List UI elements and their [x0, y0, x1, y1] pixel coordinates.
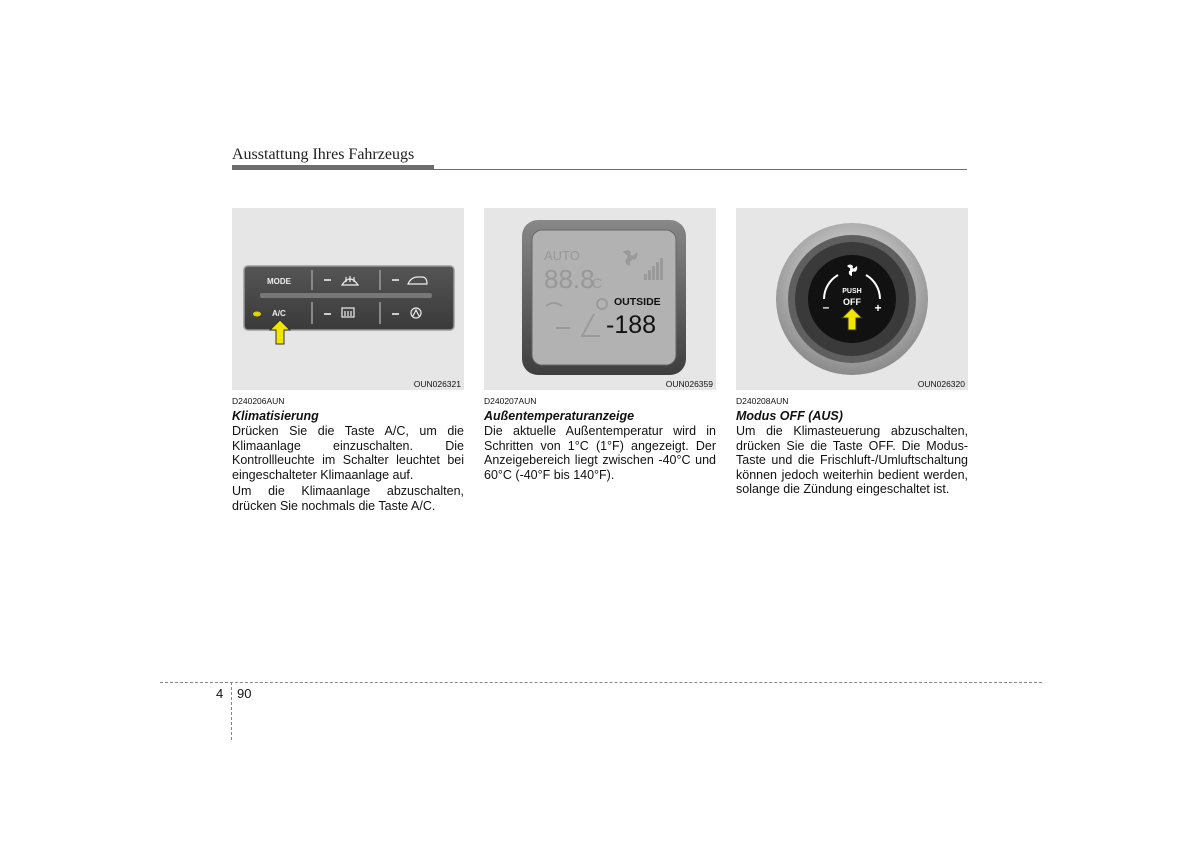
section-modus-off	[736, 396, 968, 497]
figure-code: OUN026320	[917, 379, 965, 389]
outside-temp-value: -188	[606, 311, 657, 339]
mode-label: MODE	[267, 277, 291, 286]
figure-ac-panel	[232, 208, 464, 390]
chapter-number: 4	[216, 686, 224, 701]
indicator-light	[324, 313, 331, 315]
footer-rule	[160, 682, 1042, 683]
section-title: Klimatisierung	[232, 409, 319, 423]
section-paragraph: Um die Klimasteuerung abzuschalten, drücken Sie die Taste OFF. Die Modus-Taste und die Frischluft-/Umluftschaltung können jedoch weiterhin bedient werden, solange die Zündung eingeschaltet ist.	[736, 424, 968, 496]
section-code: D240206AUN	[232, 396, 285, 406]
section-klimatisierung	[232, 396, 464, 513]
figure-off-knob	[736, 208, 968, 390]
section-code: D240208AUN	[736, 396, 789, 406]
plus-label: +	[874, 301, 882, 315]
indicator-light	[324, 279, 331, 281]
figure-code: OUN026321	[413, 379, 461, 389]
ac-panel-illustration	[232, 208, 464, 390]
auto-segment-label: AUTO	[544, 248, 580, 263]
header-rule-thin	[434, 169, 967, 170]
ac-label: A/C	[272, 309, 286, 318]
outside-label: OUTSIDE	[614, 296, 661, 308]
set-temp-segments: 88.8	[544, 264, 595, 294]
header-title: Ausstattung Ihres Fahrzeugs	[232, 146, 415, 163]
minus-label: –	[822, 300, 830, 314]
section-paragraph: Die aktuelle Außentemperatur wird in Schritten von 1°C (1°F) angezeigt. Der Anzeigebereich liegt zwischen -40°C und 60°C (-40°F bis 140°F).	[484, 424, 716, 482]
push-label: PUSH	[842, 288, 862, 295]
figure-code: OUN026359	[665, 379, 713, 389]
indicator-light	[392, 313, 399, 315]
temp-unit-segment: C	[592, 275, 603, 291]
footer-divider	[231, 682, 232, 740]
section-title: Außentemperaturanzeige	[484, 409, 635, 423]
ac-indicator-light	[253, 312, 261, 317]
off-label: OFF	[843, 297, 861, 307]
off-knob-illustration	[736, 208, 968, 390]
section-paragraph: Um die Klimaanlage abzuschalten, drücken Sie nochmals die Taste A/C.	[232, 484, 464, 513]
page-number: 90	[237, 686, 252, 701]
section-aussentemperatur	[484, 396, 716, 482]
figure-outside-temp-display	[484, 208, 716, 390]
header-rule-thick	[232, 165, 434, 170]
lcd-display-illustration	[484, 208, 716, 390]
section-code: D240207AUN	[484, 396, 537, 406]
indicator-light	[392, 279, 399, 281]
section-paragraph: Drücken Sie die Taste A/C, um die Klimaanlage einzuschalten. Die Kontrollleuchte im Schalter leuchtet bei eingeschalteter Klimaanlage auf.	[232, 424, 464, 482]
section-title: Modus OFF (AUS)	[736, 409, 843, 423]
